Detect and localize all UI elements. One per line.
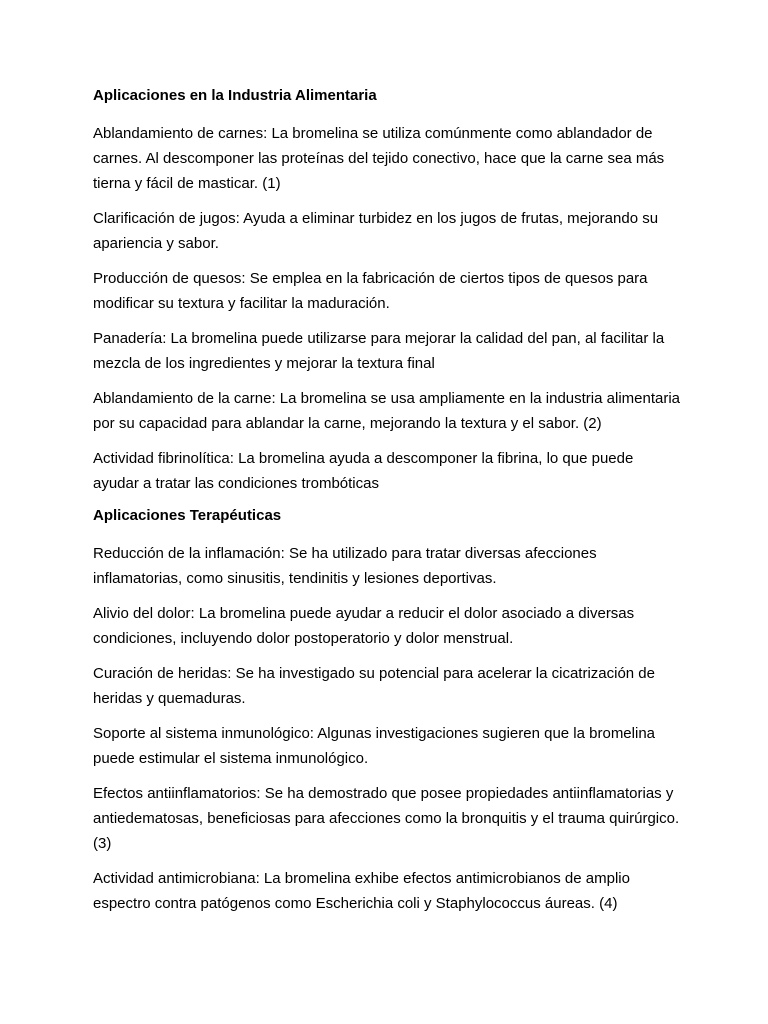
paragraph: Alivio del dolor: La bromelina puede ayudar a reducir el dolor asociado a diversas condiciones, incluyendo dolor postoperatorio y dolor menstrual. — [93, 605, 635, 647]
document-page — [93, 86, 683, 926]
paragraph: Panadería: La bromelina puede utilizarse para mejorar la calidad del pan, al facilitar la mezcla de los ingredientes y mejorar la textura final — [93, 330, 665, 372]
paragraph: Efectos antiinflamatorios: Se ha demostrado que posee propiedades antiinflamatorias y antiedematosas, beneficiosas para afecciones como la bronquitis y el trauma quirúrgico. (3) — [93, 785, 680, 852]
paragraph: Reducción de la inflamación: Se ha utilizado para tratar diversas afecciones inflamatorias, como sinusitis, tendinitis y lesiones deportivas. — [93, 545, 597, 587]
paragraph: Actividad antimicrobiana: La bromelina exhibe efectos antimicrobianos de amplio espectro contra patógenos como Escherichia coli y Staphylococcus áureas. (4) — [93, 870, 630, 912]
section-heading: Aplicaciones en la Industria Alimentaria — [93, 87, 377, 104]
section-food-industry — [93, 86, 683, 496]
section-therapeutic — [93, 506, 683, 916]
section-heading: Aplicaciones Terapéuticas — [93, 507, 282, 524]
paragraph: Soporte al sistema inmunológico: Algunas investigaciones sugieren que la bromelina puede estimular el sistema inmunológico. — [93, 725, 656, 767]
paragraph: Clarificación de jugos: Ayuda a eliminar turbidez en los jugos de frutas, mejorando su apariencia y sabor. — [93, 210, 659, 252]
paragraph: Curación de heridas: Se ha investigado su potencial para acelerar la cicatrización de heridas y quemaduras. — [93, 665, 655, 707]
paragraph: Ablandamiento de la carne: La bromelina se usa ampliamente en la industria alimentaria por su capacidad para ablandar la carne, mejorando la textura y el sabor. (2) — [93, 390, 681, 432]
paragraph: Ablandamiento de carnes: La bromelina se utiliza comúnmente como ablandador de carnes. Al descomponer las proteínas del tejido conectivo, hace que la carne sea más tierna y fácil de masticar. (1) — [93, 125, 665, 192]
paragraph: Producción de quesos: Se emplea en la fabricación de ciertos tipos de quesos para modificar su textura y facilitar la maduración. — [93, 270, 648, 312]
paragraph: Actividad fibrinolítica: La bromelina ayuda a descomponer la fibrina, lo que puede ayudar a tratar las condiciones trombóticas — [93, 450, 634, 492]
